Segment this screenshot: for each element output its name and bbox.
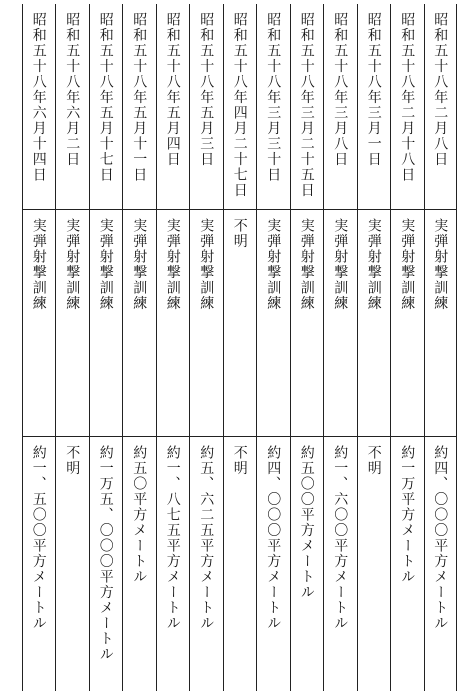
table-row: [390, 4, 424, 691]
reason-cell: [291, 209, 324, 436]
reason-cell: [425, 209, 457, 436]
date-text: 昭和五十八年三月一日: [365, 12, 382, 167]
reason-text: 実弾射撃訓練: [432, 218, 449, 311]
fire-record-table: [2, 4, 457, 691]
table-row: [122, 4, 156, 691]
area-text: 約五〇〇平方メートル: [298, 445, 315, 600]
reason-text: 実弾射撃訓練: [64, 218, 81, 311]
table-row: [357, 4, 391, 691]
area-text: 約四、〇〇〇平方メートル: [432, 445, 449, 631]
area-cell: [358, 436, 391, 691]
reason-text: 実弾射撃訓練: [332, 218, 349, 311]
area-text: 約一、五〇〇平方メートル: [30, 445, 47, 631]
date-cell: [56, 4, 89, 209]
reason-text: 実弾射撃訓練: [298, 218, 315, 311]
date-cell: [291, 4, 324, 209]
area-cell: [257, 436, 290, 691]
date-cell: [190, 4, 223, 209]
reason-cell: [391, 209, 424, 436]
area-cell: [157, 436, 190, 691]
date-text: 昭和五十八年二月十八日: [399, 12, 416, 183]
area-text: 約一、八七五平方メートル: [164, 445, 181, 631]
reason-cell: [190, 209, 223, 436]
table-row: [323, 4, 357, 691]
table-row: [223, 4, 257, 691]
area-cell: [224, 436, 257, 691]
date-cell: [157, 4, 190, 209]
table-row: [22, 4, 56, 691]
reason-text: 実弾射撃訓練: [198, 218, 215, 311]
area-text: 約一万平方メートル: [399, 445, 416, 585]
area-cell: [324, 436, 357, 691]
reason-text: 実弾射撃訓練: [30, 218, 47, 311]
date-text: 昭和五十八年五月十七日: [97, 12, 114, 183]
reason-text: 実弾射撃訓練: [399, 218, 416, 311]
area-cell: [425, 436, 457, 691]
reason-cell: [157, 209, 190, 436]
table-row: [424, 4, 458, 691]
date-text: 昭和五十八年四月二十七日: [231, 12, 248, 198]
date-cell: [257, 4, 290, 209]
area-text: 約四、〇〇〇平方メートル: [265, 445, 282, 631]
reason-cell: [90, 209, 123, 436]
area-text: 不明: [64, 445, 81, 476]
reason-cell: [56, 209, 89, 436]
date-text: 昭和五十八年三月二十五日: [298, 12, 315, 198]
reason-text: 実弾射撃訓練: [131, 218, 148, 311]
table-row: [89, 4, 123, 691]
reason-text: 実弾射撃訓練: [365, 218, 382, 311]
table-row: [189, 4, 223, 691]
date-cell: [224, 4, 257, 209]
date-text: 昭和五十八年三月三十日: [265, 12, 282, 183]
area-text: 不明: [231, 445, 248, 476]
area-cell: [123, 436, 156, 691]
reason-text: 実弾射撃訓練: [97, 218, 114, 311]
reason-cell: [324, 209, 357, 436]
date-cell: [391, 4, 424, 209]
area-text: 約五、六二五平方メートル: [198, 445, 215, 631]
area-text: 不明: [365, 445, 382, 476]
area-cell: [190, 436, 223, 691]
date-cell: [123, 4, 156, 209]
date-cell: [425, 4, 457, 209]
reason-cell: [123, 209, 156, 436]
reason-cell: [224, 209, 257, 436]
date-cell: [358, 4, 391, 209]
table-row: [55, 4, 89, 691]
date-cell: [23, 4, 56, 209]
date-text: 昭和五十八年六月二日: [64, 12, 81, 167]
date-text: 昭和五十八年二月八日: [432, 12, 449, 167]
date-text: 昭和五十八年五月三日: [198, 12, 215, 167]
area-text: 約五〇平方メートル: [131, 445, 148, 585]
area-cell: [56, 436, 89, 691]
reason-cell: [23, 209, 56, 436]
reason-text: 不明: [231, 218, 248, 249]
area-cell: [391, 436, 424, 691]
reason-cell: [257, 209, 290, 436]
reason-text: 実弾射撃訓練: [164, 218, 181, 311]
area-cell: [291, 436, 324, 691]
area-text: 約一万五、〇〇〇平方メートル: [97, 445, 114, 662]
date-cell: [324, 4, 357, 209]
area-cell: [90, 436, 123, 691]
reason-cell: [358, 209, 391, 436]
date-text: 昭和五十八年五月十一日: [131, 12, 148, 183]
reason-text: 実弾射撃訓練: [265, 218, 282, 311]
date-text: 昭和五十八年三月八日: [332, 12, 349, 167]
date-text: 昭和五十八年五月四日: [164, 12, 181, 167]
table-row: [156, 4, 190, 691]
area-text: 約一、六〇〇平方メートル: [332, 445, 349, 631]
table-row: [256, 4, 290, 691]
date-cell: [90, 4, 123, 209]
date-text: 昭和五十八年六月十四日: [30, 12, 47, 183]
table-row: [290, 4, 324, 691]
area-cell: [23, 436, 56, 691]
